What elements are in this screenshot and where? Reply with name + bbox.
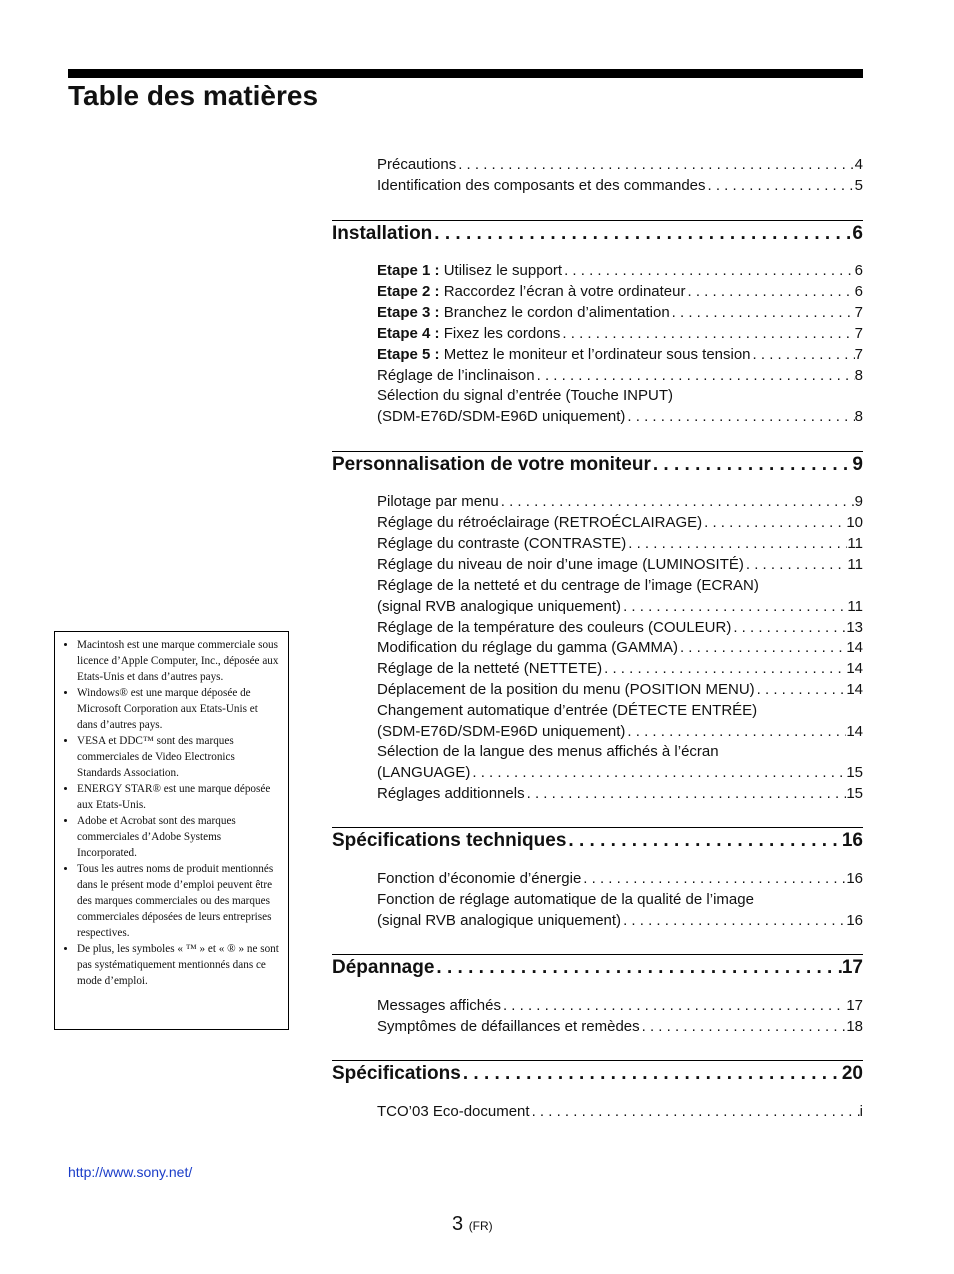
section-heading-specifications-techniques[interactable]: Spécifications techniques . . . 16 bbox=[332, 827, 863, 853]
toc-entry[interactable]: Messages affichés . . . 17 bbox=[377, 996, 863, 1016]
trademark-note: • Windows® est une marque déposée de Microsoft Corporation aux Etats-Unis et dans d’autres pays. bbox=[77, 685, 280, 733]
section-heading-page: 6 bbox=[852, 223, 863, 244]
toc-entry[interactable]: (signal RVB analogique uniquement) . . . 16 bbox=[377, 911, 863, 931]
toc-entry-text: Identification des composants et des commandes bbox=[377, 177, 706, 194]
toc-entry[interactable]: Etape 4 : Fixez les cordons . . . 7 bbox=[377, 324, 863, 344]
trademark-note: • Macintosh est une marque commerciale sous licence d’Apple Computer, Inc., déposée aux Etats-Unis et dans d’autres pays. bbox=[77, 637, 280, 685]
header-rule bbox=[68, 69, 863, 78]
page-title: Table des matières bbox=[68, 80, 319, 111]
toc-entry-text: Précautions bbox=[377, 156, 457, 173]
toc-entry[interactable]: (SDM-E76D/SDM-E96D uniquement) . . . 14 bbox=[377, 722, 863, 742]
toc-entry[interactable]: Réglage de la température des couleurs (COULEUR) . . . 13 bbox=[377, 618, 863, 638]
toc-entry[interactable]: TCO’03 Eco-document . . . i bbox=[377, 1102, 863, 1122]
toc-entry[interactable]: Modification du réglage du gamma (GAMMA) . . . 14 bbox=[377, 638, 863, 658]
trademark-note: • VESA et DDC™ sont des marques commerciales de Video Electronics Standards Association. bbox=[77, 733, 280, 781]
toc-entry-page: 5 bbox=[854, 177, 863, 194]
toc-entry-line1[interactable]: Fonction de réglage automatique de la qualité de l’image bbox=[377, 891, 754, 908]
toc-entry[interactable]: Etape 2 : Raccordez l’écran à votre ordinateur . . . 6 bbox=[377, 282, 863, 302]
trademark-note: • Tous les autres noms de produit mentionnés dans le présent mode d’emploi peuvent être des marques commerciales ou des marques commerciales déposées de leurs entreprises respectives. bbox=[77, 861, 280, 941]
toc-entry-line1[interactable]: Sélection de la langue des menus affichés à l’écran bbox=[377, 743, 719, 760]
page-number: 3 (FR) bbox=[452, 1213, 493, 1235]
section-heading-installation[interactable] bbox=[332, 220, 863, 246]
section-heading-specifications[interactable]: Spécifications . . . 20 bbox=[332, 1060, 863, 1086]
toc-entry[interactable]: Déplacement de la position du menu (POSITION MENU) . . . 14 bbox=[377, 680, 863, 700]
toc-entry[interactable]: (LANGUAGE) . . . 15 bbox=[377, 763, 863, 783]
sony-website-link[interactable]: http://www.sony.net/ bbox=[68, 1164, 193, 1180]
toc-entry[interactable]: (signal RVB analogique uniquement) . . . 11 bbox=[377, 597, 863, 617]
toc-entry[interactable]: Pilotage par menu . . . 9 bbox=[377, 492, 863, 512]
toc-entry[interactable]: Fonction d’économie d’énergie . . . 16 bbox=[377, 869, 863, 889]
toc-entry[interactable]: (SDM-E76D/SDM-E96D uniquement) . . . 8 bbox=[377, 407, 863, 427]
toc-entry[interactable] bbox=[377, 176, 863, 196]
toc-entry[interactable]: Etape 3 : Branchez le cordon d’alimentation . . . 7 bbox=[377, 303, 863, 323]
toc-entry-line1[interactable]: Réglage de la netteté et du centrage de l’image (ECRAN) bbox=[377, 577, 759, 594]
trademark-note: • Adobe et Acrobat sont des marques commerciales d’Adobe Systems Incorporated. bbox=[77, 813, 280, 861]
toc-entry-page: 4 bbox=[854, 156, 863, 173]
trademark-note: • De plus, les symboles « ™ » et « ® » ne sont pas systématiquement mentionnés dans ce mode d’emploi. bbox=[77, 941, 280, 989]
section-heading-text: Installation bbox=[332, 223, 433, 244]
toc-entry[interactable]: Réglage de l’inclinaison . . . 8 bbox=[377, 366, 863, 386]
toc-entry[interactable]: Réglage du rétroéclairage (RETROÉCLAIRAGE) . . . 10 bbox=[377, 513, 863, 533]
trademark-note: • ENERGY STAR® est une marque déposée aux Etats-Unis. bbox=[77, 781, 280, 813]
toc-entry[interactable]: Réglage de la netteté (NETTETE) . . . 14 bbox=[377, 659, 863, 679]
trademark-notes-box bbox=[54, 631, 289, 1030]
toc-entry[interactable]: Réglage du contraste (CONTRASTE) . . . 11 bbox=[377, 534, 863, 554]
toc-entry[interactable]: Réglages additionnels . . . 15 bbox=[377, 784, 863, 804]
toc-entry[interactable]: Etape 5 : Mettez le moniteur et l’ordinateur sous tension . . . 7 bbox=[377, 345, 863, 365]
toc-entry[interactable] bbox=[377, 155, 863, 175]
toc-entry-line1[interactable]: Sélection du signal d’entrée (Touche INPUT) bbox=[377, 387, 673, 404]
toc-entry[interactable]: Réglage du niveau de noir d’une image (LUMINOSITÉ) . . . 11 bbox=[377, 555, 863, 575]
toc-entry-line1[interactable]: Changement automatique d’entrée (DÉTECTE ENTRÉE) bbox=[377, 702, 758, 719]
section-heading-personnalisation[interactable]: Personnalisation de votre moniteur . . . 9 bbox=[332, 451, 863, 477]
section-heading-depannage[interactable]: Dépannage . . . 17 bbox=[332, 954, 863, 980]
toc-entry[interactable]: Symptômes de défaillances et remèdes . . . 18 bbox=[377, 1017, 863, 1037]
toc-entry[interactable]: Etape 1 : Utilisez le support . . . 6 bbox=[377, 261, 863, 281]
